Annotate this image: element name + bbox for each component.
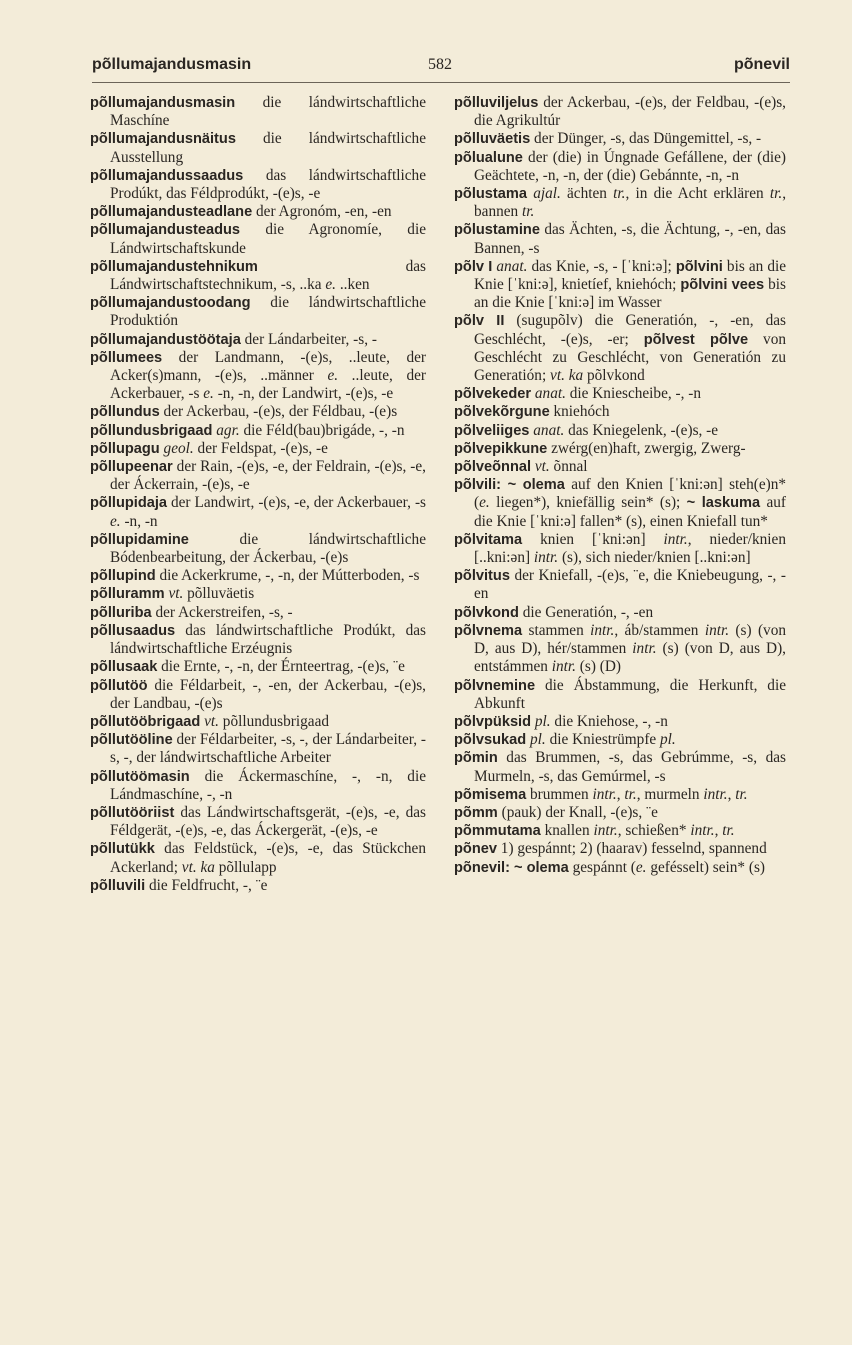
entry-headword: põlvitama <box>454 531 523 548</box>
entry-definition: põllundusbrigaad <box>218 712 330 730</box>
grammar-label: intr. <box>590 621 615 639</box>
entry-definition: der Landmann, -(e)s, ..leute, der Acker(s)mann, -(e)s, ..männer <box>110 348 426 385</box>
grammar-label: anat. <box>534 385 566 403</box>
entry-headword: põmin <box>454 750 498 767</box>
entry-definition: das Brummen, -s, das Gebrúmme, -s, das Murmeln, -s, das Gemúrmel, -s <box>474 749 786 785</box>
dictionary-entry <box>90 203 426 221</box>
entry-headword: põllundusbrigaad <box>90 422 213 439</box>
entry-definition: liegen*), kniefällig sein* (s); <box>489 494 687 512</box>
entry-definition: der Lándarbeiter, -s, - <box>240 330 377 348</box>
entry-headword: põnevil: <box>454 859 510 876</box>
dictionary-entry <box>454 859 786 877</box>
entry-definition: der Ackerbau, -(e)s, der Feldbau, -(e)s, die Agrikultúr <box>474 94 786 130</box>
entry-definition: -n, -n, der Landwirt, -(e)s, -e <box>213 385 394 403</box>
entry-definition: , <box>616 785 625 803</box>
dictionary-entry <box>90 877 426 895</box>
dictionary-entry <box>90 604 426 622</box>
entry-definition: (s) (D) <box>575 658 622 676</box>
grammar-label: intr. <box>593 822 618 840</box>
dictionary-entry <box>454 476 786 531</box>
entry-definition: der Agronóm, -en, -en <box>252 203 392 221</box>
grammar-label: pl. <box>534 712 551 730</box>
dictionary-entry <box>90 221 426 257</box>
entry-headword: põlvnema <box>454 622 523 639</box>
dictionary-entry <box>454 713 786 731</box>
entry-headword: põlvepikkune <box>454 440 548 457</box>
dictionary-entry <box>454 458 786 476</box>
entry-definition: das Ächten, -s, die Ächtung, -, -en, das Bannen, -s <box>474 221 786 257</box>
entry-headword: põlluriba <box>90 604 152 621</box>
grammar-label: tr. <box>522 203 535 221</box>
entry-definition: põlvkond <box>583 367 645 385</box>
grammar-label: geol. <box>163 439 194 457</box>
dictionary-entry <box>454 403 786 421</box>
entry-headword: põllundus <box>90 404 160 421</box>
grammar-label: intr. <box>632 640 657 658</box>
grammar-label: tr. <box>735 785 748 803</box>
dictionary-entry <box>454 221 786 257</box>
dictionary-entry <box>454 130 786 148</box>
entry-headword: põlvpüksid <box>454 713 532 730</box>
entry-definition: die lándwirtschaftliche Ausstellung <box>110 130 426 166</box>
entry-definition: (pauk) der Knall, -(e)s, ¨e <box>497 803 658 821</box>
grammar-label: pl. <box>660 731 676 749</box>
dictionary-entry <box>90 494 426 530</box>
entry-definition: knallen <box>540 822 594 840</box>
entry-headword: põllutöö <box>90 677 148 694</box>
grammar-label: e. <box>325 276 336 294</box>
entry-definition: das lándwirtschaftliche Prodúkt, das Féldprodúkt, -(e)s, -e <box>110 166 426 203</box>
entry-definition: põllulapp <box>214 858 277 876</box>
entry-definition: die Kniescheibe, -, -n <box>565 385 701 403</box>
dictionary-entry <box>454 677 786 713</box>
entry-definition: stammen <box>522 621 591 639</box>
entry-definition: , áb/stammen <box>614 621 705 639</box>
entry-definition: der Kniefall, -(e)s, ¨e, die Kniebeugung, -, -en <box>474 567 786 603</box>
entry-definition: die Ábstammung, die Herkunft, die Abkunft <box>474 676 786 712</box>
entry-definition: die Generatión, -, -en <box>518 603 654 621</box>
entry-definition: , bannen <box>474 185 787 221</box>
entry-definition: der Féldarbeiter, -s, -, der Lándarbeiter, -s, -, der lándwirtschaftliche Arbeiter <box>110 731 426 767</box>
entry-definition: kniehóch <box>549 403 610 421</box>
entry-definition: auf die Knie [ˈkni:ə] fallen* (s), einen Kniefall tun* <box>474 494 786 530</box>
entry-definition: (s), sich nieder/knien [..kni:ən] <box>558 549 751 567</box>
entry-headword: põllumajandussaadus <box>90 167 244 184</box>
dictionary-entry <box>90 567 426 585</box>
grammar-label: intr. <box>690 822 715 840</box>
grammar-label: vt. <box>534 458 550 476</box>
grammar-label: pl. <box>530 731 546 749</box>
dictionary-entry <box>454 567 786 603</box>
entry-definition: das Knie, -s, - [ˈkni:ə]; <box>527 257 676 275</box>
entry-definition: brummen <box>526 785 593 803</box>
grammar-label: intr. <box>551 658 576 676</box>
grammar-label: vt. <box>204 712 219 730</box>
dictionary-entry <box>90 258 426 294</box>
dictionary-entry <box>454 749 786 785</box>
entry-definition: gefésselt) sein* (s) <box>646 858 766 876</box>
entry-headword: põllutööbrigaad <box>90 713 201 730</box>
entry-headword: põllumajandusteadus <box>90 222 241 239</box>
entry-headword: põllupidaja <box>90 495 168 512</box>
entry-definition: die Áckermaschíne, -, -n, die Lándmaschíne, -, -n <box>110 767 426 803</box>
dictionary-entry <box>90 331 426 349</box>
entry-definition: der Ackerstreifen, -s, - <box>151 603 293 621</box>
dictionary-entry <box>454 731 786 749</box>
entry-definition: , in die Acht erklären <box>625 185 770 203</box>
grammar-label: intr. <box>663 530 688 548</box>
dictionary-entry <box>90 731 426 767</box>
dictionary-entry <box>90 440 426 458</box>
entry-headword: põlvsukad <box>454 732 527 749</box>
dictionary-entry <box>454 185 786 221</box>
entry-definition: (sugupõlv) die Generatión, -, -en, das Geschlécht, -(e)s, -er; <box>474 312 786 348</box>
entry-headword: põlveõnnal <box>454 459 532 476</box>
dictionary-entry <box>454 258 786 313</box>
entry-definition: bis an die Knie [ˈkni:ə] im Wasser <box>474 276 786 312</box>
entry-definition: (s) (von D, aus D), entstámmen <box>474 640 786 676</box>
entry-headword: põlluvili <box>90 877 146 894</box>
entry-headword: põllutöömasin <box>90 768 190 785</box>
entry-headword: põlvili: <box>454 477 502 494</box>
entry-definition: das Lándwirtschaftstechnikum, -s, ..ka <box>110 257 426 294</box>
dictionary-entry <box>454 622 786 677</box>
phrase-headword: põlvest põlve <box>643 331 749 348</box>
grammar-label: anat. <box>533 421 565 439</box>
grammar-label: anat. <box>496 257 528 275</box>
entry-definition: der Landwirt, -(e)s, -e, der Ackerbauer, -s <box>167 494 426 512</box>
grammar-label: ajal. <box>533 185 561 203</box>
dictionary-entry <box>454 822 786 840</box>
dictionary-entry <box>454 312 786 385</box>
entry-definition: , <box>727 785 736 803</box>
dictionary-entry <box>90 349 426 404</box>
grammar-label: agr. <box>216 421 240 439</box>
dictionary-entry <box>90 804 426 840</box>
grammar-label: vt. ka <box>550 367 584 385</box>
entry-headword: põnev <box>454 841 497 858</box>
dictionary-entry <box>90 768 426 804</box>
dictionary-entry <box>454 786 786 804</box>
entry-definition: die lándwirtschaftliche Produktión <box>110 294 426 330</box>
entry-definition: der Feldspat, -(e)s, -e <box>193 439 328 457</box>
entry-definition: das Kniegelenk, -(e)s, -e <box>564 421 719 439</box>
entry-definition: -n, -n <box>120 512 158 530</box>
dictionary-entry <box>90 677 426 713</box>
entry-headword: põlluramm <box>90 586 165 603</box>
entry-headword: põllutükk <box>90 841 155 858</box>
entry-definition: 1) gespánnt; 2) (haarav) fesselnd, spannend <box>496 840 767 858</box>
entry-headword: põllupagu <box>90 440 160 457</box>
left-column <box>90 94 426 895</box>
dictionary-entry <box>90 130 426 166</box>
entry-definition: gespánnt ( <box>568 858 636 876</box>
entry-definition: das Lándwirtschaftsgerät, -(e)s, -e, das Féldgerät, -(e)s, -e, das Áckergerät, -(e)s, -e <box>110 803 426 840</box>
phrase-headword: ~ laskuma <box>686 495 761 512</box>
entry-definition: die Kniehose, -, -n <box>550 712 668 730</box>
dictionary-entry <box>454 149 786 185</box>
entry-definition: die Féldarbeit, -, -en, der Ackerbau, -(e)s, der Landbau, -(e)s <box>110 676 426 712</box>
entry-headword: põlualune <box>454 149 523 166</box>
page-header <box>92 52 790 83</box>
entry-headword: põllumajandusteadlane <box>90 204 253 221</box>
phrase-headword: ~ olema <box>501 477 565 494</box>
dictionary-entry <box>454 422 786 440</box>
entry-headword: põlustama <box>454 186 527 203</box>
grammar-label: e. <box>635 858 647 876</box>
dictionary-entry <box>454 94 786 130</box>
entry-headword: põllumajandusmasin <box>90 95 236 111</box>
entry-headword: põllumajandusnäitus <box>90 131 236 148</box>
grammar-label: intr. <box>703 785 728 803</box>
entry-definition: die Ernte, -, -n, der Érnteertrag, -(e)s, ¨e <box>157 658 405 676</box>
grammar-label: intr. <box>704 621 730 639</box>
entry-definition: der Ackerbau, -(e)s, der Féldbau, -(e)s <box>159 403 398 421</box>
entry-definition: bis an die Knie [ˈkni:ə], knietíef, kniehóch; <box>474 257 787 294</box>
entry-headword: põllupind <box>90 568 156 585</box>
entry-definition: , murmeln <box>636 785 704 803</box>
grammar-label: e. <box>479 494 490 512</box>
entry-headword: põlvitus <box>454 568 510 585</box>
entry-definition: õnnal <box>549 458 588 476</box>
grammar-label: intr. <box>592 785 617 803</box>
entry-definition: von Geschlécht zu Geschlécht, von Generatión zu Generatión; <box>474 330 786 385</box>
entry-headword: põmm <box>454 804 498 821</box>
entry-headword: põlveliiges <box>454 422 530 439</box>
page-number: 582 <box>428 56 452 73</box>
entry-headword: põlluväetis <box>454 131 531 148</box>
entry-headword: põlvnemine <box>454 677 536 694</box>
entry-definition: die Féld(bau)brigáde, -, -n <box>239 421 405 439</box>
entry-headword: põllumees <box>90 349 163 366</box>
entry-headword: põmmutama <box>454 823 541 840</box>
dictionary-entry <box>454 385 786 403</box>
entry-headword: põlustamine <box>454 222 540 239</box>
left-running-head: põllumajandusmasin <box>92 56 252 73</box>
entry-headword: põllutööline <box>90 732 173 749</box>
dictionary-entry <box>90 422 426 440</box>
entry-definition: der Rain, -(e)s, -e, der Feldrain, -(e)s, -e, der Áckerrain, -(e)s, -e <box>110 458 426 494</box>
entry-definition: ächten <box>560 185 614 203</box>
entry-definition: die Kniestrümpfe <box>545 731 661 749</box>
entry-headword: põlluviljelus <box>454 95 539 111</box>
dictionary-entry <box>90 403 426 421</box>
dictionary-entry <box>454 604 786 622</box>
entry-headword: põllusaadus <box>90 622 176 639</box>
entry-definition: die Feldfrucht, -, ¨e <box>145 876 268 894</box>
grammar-label: tr. <box>769 185 783 203</box>
phrase-headword: põlvini vees <box>680 277 765 294</box>
grammar-label: e. <box>110 512 121 530</box>
entry-definition: ..leute, der Ackerbauer, -s <box>110 367 426 403</box>
entry-definition: das lándwirtschaftliche Prodúkt, das lándwirtschaftliche Erzéugnis <box>110 621 426 658</box>
entry-definition: , nieder/knien [..kni:ən] <box>474 530 786 567</box>
right-running-head: põnevil <box>733 56 790 73</box>
entry-definition: knien [ˈkni:ən] <box>522 530 664 548</box>
entry-headword: põllutööriist <box>90 804 175 821</box>
phrase-headword: põlvini <box>675 258 723 275</box>
dictionary-entry <box>90 585 426 603</box>
entry-definition: die lándwirtschaftliche Maschíne <box>110 94 426 130</box>
grammar-label: tr. <box>624 785 637 803</box>
dictionary-entry <box>90 713 426 731</box>
grammar-label: e. <box>203 385 214 403</box>
dictionary-entry <box>90 658 426 676</box>
grammar-label: tr. <box>613 185 626 203</box>
phrase-headword: ~ olema <box>509 859 569 876</box>
grammar-label: tr. <box>722 822 735 840</box>
entry-definition: (s) (von D, aus D), hér/stammen <box>474 621 786 658</box>
entry-definition: , <box>714 822 723 840</box>
entry-headword: põlvekeder <box>454 386 532 403</box>
dictionary-entry <box>90 167 426 203</box>
grammar-label: vt. <box>181 858 197 876</box>
dictionary-entry <box>454 840 786 858</box>
entry-headword: põlvekõrgune <box>454 404 550 421</box>
entry-headword: põllumajandustöötaja <box>90 331 241 348</box>
grammar-label: ka <box>200 858 215 876</box>
entry-definition: põlluväetis <box>183 585 255 603</box>
entry-definition: die Agronomíe, die Lándwirtschaftskunde <box>110 221 426 257</box>
entry-definition: zwérg(en)haft, zwergig, Zwerg- <box>547 439 746 457</box>
entry-definition: das Feldstück, -(e)s, -e, das Stückchen Ackerland; <box>110 840 426 876</box>
dictionary-entry <box>90 458 426 494</box>
entry-headword: põllusaak <box>90 659 158 676</box>
entry-definition: der Dünger, -s, das Düngemittel, -s, - <box>530 130 762 148</box>
entry-headword: põllupidamine <box>90 531 189 548</box>
entry-headword: põllumajandustoodang <box>90 295 251 312</box>
grammar-label: e. <box>327 367 339 385</box>
entry-definition: die lándwirtschaftliche Bódenbearbeitung, der Áckerbau, -(e)s <box>110 530 426 567</box>
entry-definition: ..ken <box>336 276 370 294</box>
entry-headword: põmisema <box>454 786 527 803</box>
right-column <box>454 94 786 877</box>
dictionary-entry <box>90 622 426 658</box>
dictionary-entry <box>454 804 786 822</box>
dictionary-entry <box>454 531 786 567</box>
entry-headword: põlv II <box>454 313 505 330</box>
entry-headword: põllupeenar <box>90 459 173 476</box>
dictionary-entry <box>90 294 426 330</box>
dictionary-entry <box>454 440 786 458</box>
grammar-label: vt. <box>168 585 184 603</box>
dictionary-entry <box>90 840 426 876</box>
entry-headword: põllumajandustehnikum <box>90 258 258 275</box>
entry-definition: auf den Knien [ˈkni:ən] steh(e)n* ( <box>474 476 786 512</box>
grammar-label: intr. <box>533 549 559 567</box>
dictionary-entry <box>90 94 426 130</box>
entry-definition: , schießen* <box>617 822 691 840</box>
dictionary-entry <box>90 531 426 567</box>
entry-headword: põlv I <box>454 258 493 275</box>
entry-headword: põlvkond <box>454 604 519 621</box>
entry-definition: der (die) in Úngnade Gefállene, der (die) Geächtete, -n, -n, der (die) Gebánnte, -n, -n <box>474 148 786 184</box>
entry-definition: die Ackerkrume, -, -n, der Mútterboden, -s <box>155 567 420 585</box>
